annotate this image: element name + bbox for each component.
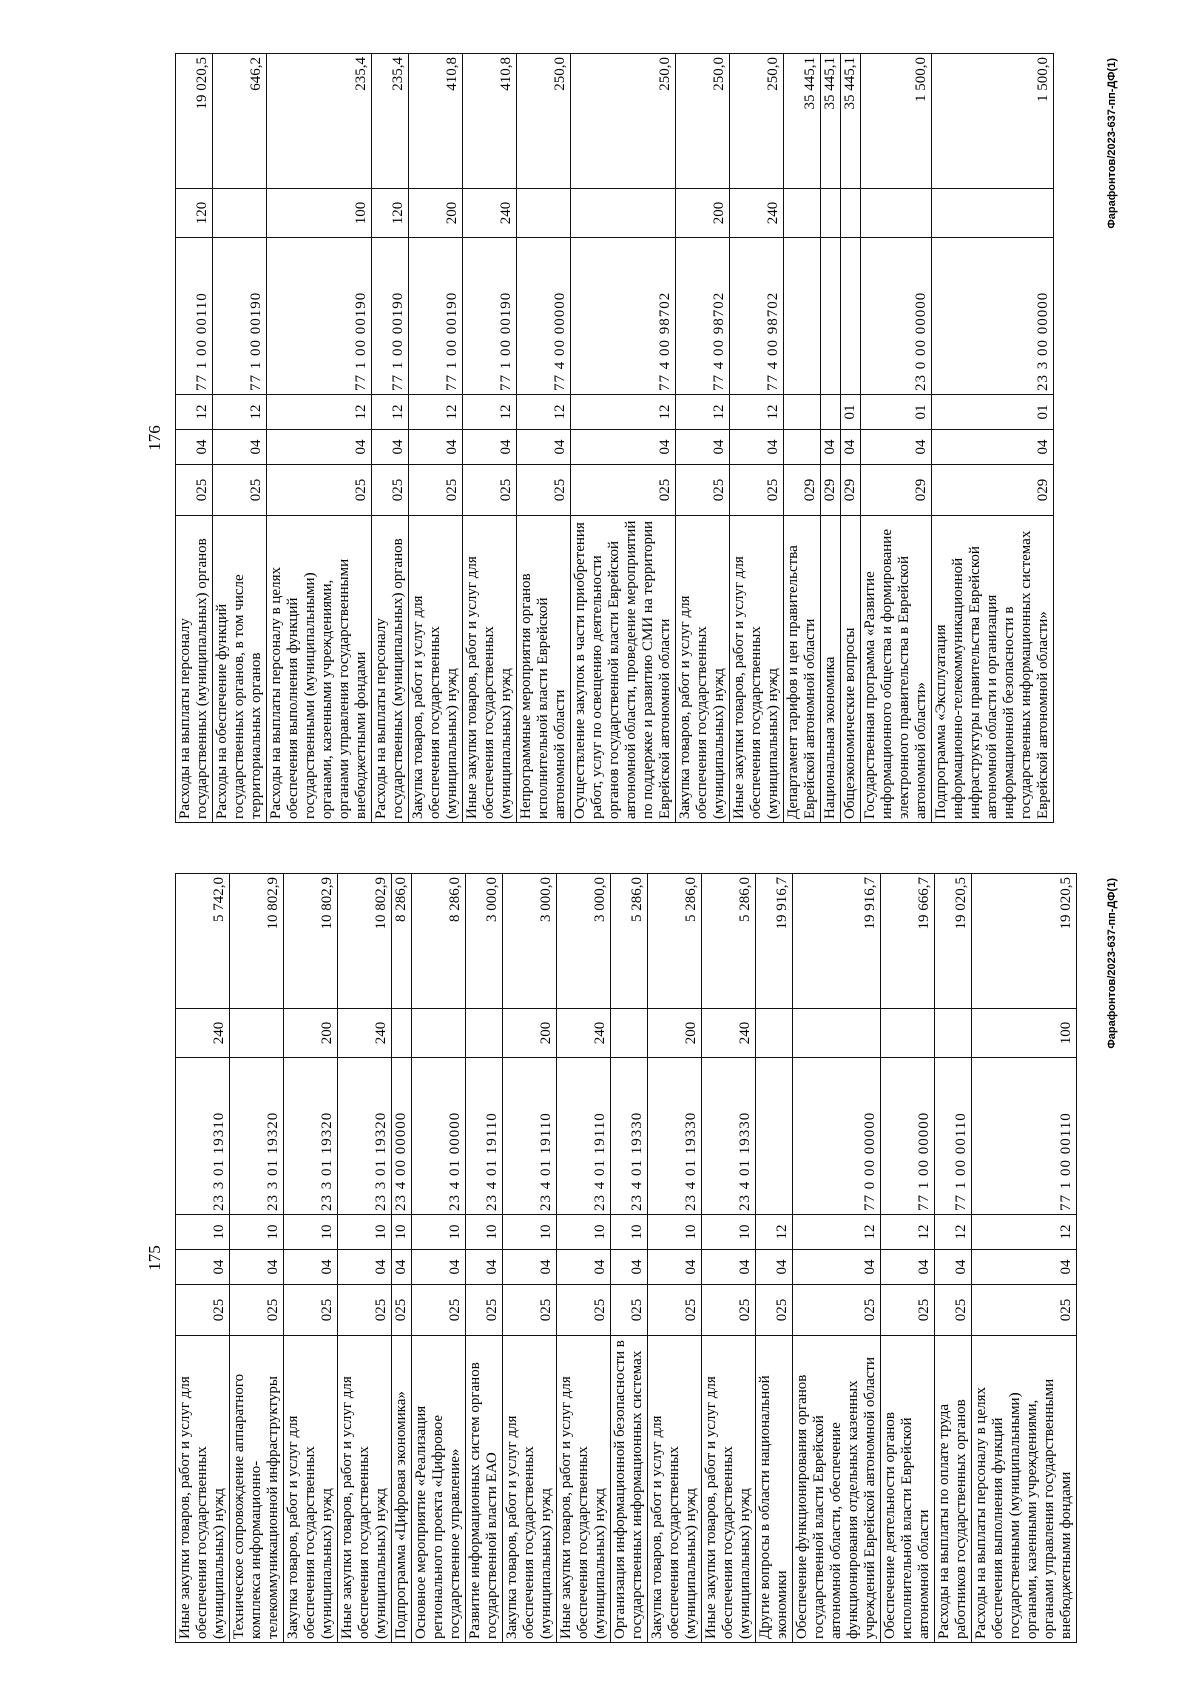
row-grbs: 029 bbox=[784, 465, 821, 516]
row-target-code: 77 1 00 00190 bbox=[463, 238, 517, 395]
row-expense-type: 200 bbox=[284, 1009, 338, 1058]
row-grbs: 025 bbox=[409, 465, 463, 516]
table-row bbox=[176, 874, 230, 1643]
row-amount: 1 500,0 bbox=[861, 54, 932, 189]
table-row bbox=[176, 54, 213, 823]
row-target-code bbox=[756, 1058, 793, 1215]
row-name: Закупка товаров, работ и услуг для обеспечения государственных (муниципальных) нужд bbox=[409, 516, 463, 823]
row-grbs: 025 bbox=[230, 1285, 284, 1336]
row-target-code: 23 4 01 19330 bbox=[611, 1058, 648, 1215]
row-grbs: 025 bbox=[756, 1285, 793, 1336]
table-row bbox=[841, 54, 861, 823]
row-target-code bbox=[784, 238, 821, 395]
row-expense-type bbox=[230, 1009, 284, 1058]
table-row bbox=[412, 874, 466, 1643]
row-subsection: 12 bbox=[881, 1215, 935, 1250]
row-subsection: 01 bbox=[861, 395, 932, 430]
row-grbs: 025 bbox=[571, 465, 676, 516]
budget-table bbox=[175, 873, 1077, 1643]
table-row bbox=[230, 874, 284, 1643]
row-grbs: 025 bbox=[176, 465, 213, 516]
row-grbs: 025 bbox=[338, 1285, 392, 1336]
page-176 bbox=[70, 38, 1130, 838]
row-amount: 5 286,0 bbox=[702, 874, 756, 1009]
row-target-code: 23 4 01 19330 bbox=[702, 1058, 756, 1215]
row-section: 04 bbox=[392, 1250, 412, 1285]
row-target-code: 23 4 01 00000 bbox=[412, 1058, 466, 1215]
row-target-code: 23 3 00 00000 bbox=[932, 238, 1054, 395]
row-section: 04 bbox=[409, 430, 463, 465]
table-row bbox=[972, 874, 1077, 1643]
row-name: Государственная программа «Развитие информационного общества и формирование электронного правительства в Еврейской автономной области» bbox=[861, 516, 932, 823]
row-grbs: 025 bbox=[676, 465, 730, 516]
table-row bbox=[935, 874, 972, 1643]
row-amount: 19 020,5 bbox=[972, 874, 1077, 1009]
row-expense-type: 100 bbox=[267, 189, 372, 238]
row-amount: 250,0 bbox=[517, 54, 571, 189]
table-row bbox=[676, 54, 730, 823]
row-amount: 35 445,1 bbox=[784, 54, 821, 189]
row-name: Расходы на выплаты персоналу государственных (муниципальных) органов bbox=[372, 516, 409, 823]
row-target-code: 23 0 00 00000 bbox=[861, 238, 932, 395]
row-expense-type bbox=[756, 1009, 793, 1058]
table-row bbox=[702, 874, 756, 1643]
row-amount: 235,4 bbox=[372, 54, 409, 189]
row-name: Закупка товаров, работ и услуг для обеспечения государственных (муниципальных) нужд bbox=[676, 516, 730, 823]
row-grbs: 025 bbox=[176, 1285, 230, 1336]
row-subsection: 10 bbox=[702, 1215, 756, 1250]
row-name: Обеспечение деятельности органов исполнительной власти Еврейской автономной области bbox=[881, 1336, 935, 1643]
table-row bbox=[557, 874, 611, 1643]
row-section: 04 bbox=[372, 430, 409, 465]
row-grbs: 025 bbox=[881, 1285, 935, 1336]
row-subsection: 12 bbox=[972, 1215, 1077, 1250]
row-target-code: 77 1 00 00190 bbox=[372, 238, 409, 395]
table-row bbox=[409, 54, 463, 823]
row-grbs: 029 bbox=[841, 465, 861, 516]
row-name: Иные закупки товаров, работ и услуг для обеспечения государственных (муниципальных) нужд bbox=[463, 516, 517, 823]
row-section: 04 bbox=[466, 1250, 503, 1285]
row-subsection: 12 bbox=[935, 1215, 972, 1250]
footer-code: Фарафонтов/2023-637-пп-ДФ(1) bbox=[1106, 58, 1118, 229]
row-subsection: 10 bbox=[412, 1215, 466, 1250]
row-subsection: 12 bbox=[756, 1215, 793, 1250]
row-name: Развитие информационных систем органов государственной власти ЕАО bbox=[466, 1336, 503, 1643]
row-subsection: 12 bbox=[571, 395, 676, 430]
row-section: 04 bbox=[503, 1250, 557, 1285]
row-expense-type bbox=[392, 1009, 412, 1058]
row-section: 04 bbox=[932, 430, 1054, 465]
row-expense-type bbox=[881, 1009, 935, 1058]
row-subsection: 01 bbox=[841, 395, 861, 430]
row-section: 04 bbox=[881, 1250, 935, 1285]
row-expense-type bbox=[611, 1009, 648, 1058]
row-name: Подпрограмма «Эксплуатация информационно-телекоммуникационной инфраструктуры правительства Еврейской автономной области и организация информационной безопасности в государственных информационных системах Еврейской автономной области» bbox=[932, 516, 1054, 823]
page-175 bbox=[70, 858, 1130, 1658]
row-amount: 3 000,0 bbox=[557, 874, 611, 1009]
row-amount: 35 445,1 bbox=[821, 54, 841, 189]
row-grbs: 025 bbox=[412, 1285, 466, 1336]
table-row bbox=[861, 54, 932, 823]
row-target-code: 77 1 00 00110 bbox=[935, 1058, 972, 1215]
row-amount: 5 286,0 bbox=[648, 874, 702, 1009]
page-number: 176 bbox=[145, 425, 164, 451]
row-grbs: 025 bbox=[213, 465, 267, 516]
row-expense-type: 200 bbox=[409, 189, 463, 238]
row-section bbox=[784, 430, 821, 465]
row-expense-type: 240 bbox=[176, 1009, 230, 1058]
table-row bbox=[730, 54, 784, 823]
row-grbs: 025 bbox=[702, 1285, 756, 1336]
row-name: Национальная экономика bbox=[821, 516, 841, 823]
row-subsection: 12 bbox=[463, 395, 517, 430]
row-section: 04 bbox=[176, 1250, 230, 1285]
row-expense-type: 240 bbox=[730, 189, 784, 238]
row-expense-type bbox=[213, 189, 267, 238]
row-name: Основное мероприятие «Реализация регионального проекта «Цифровое государственное управление» bbox=[412, 1336, 466, 1643]
row-name: Подпрограмма «Цифровая экономика» bbox=[392, 1336, 412, 1643]
row-section: 04 bbox=[284, 1250, 338, 1285]
row-expense-type: 200 bbox=[648, 1009, 702, 1058]
row-expense-type: 240 bbox=[557, 1009, 611, 1058]
table-row bbox=[372, 54, 409, 823]
row-amount: 8 286,0 bbox=[412, 874, 466, 1009]
table-row bbox=[571, 54, 676, 823]
row-amount: 235,4 bbox=[267, 54, 372, 189]
row-expense-type bbox=[571, 189, 676, 238]
row-target-code: 23 4 00 00000 bbox=[392, 1058, 412, 1215]
row-expense-type bbox=[861, 189, 932, 238]
row-section: 04 bbox=[702, 1250, 756, 1285]
table-row bbox=[784, 54, 821, 823]
table-row bbox=[213, 54, 267, 823]
row-subsection: 10 bbox=[611, 1215, 648, 1250]
table-row bbox=[821, 54, 841, 823]
row-amount: 646,2 bbox=[213, 54, 267, 189]
row-subsection: 12 bbox=[517, 395, 571, 430]
row-grbs: 025 bbox=[267, 465, 372, 516]
row-amount: 10 802,9 bbox=[338, 874, 392, 1009]
row-amount: 5 286,0 bbox=[611, 874, 648, 1009]
row-subsection: 12 bbox=[409, 395, 463, 430]
row-grbs: 025 bbox=[648, 1285, 702, 1336]
row-amount: 19 020,5 bbox=[935, 874, 972, 1009]
row-name: Департамент тарифов и цен правительства Еврейской автономной области bbox=[784, 516, 821, 823]
row-target-code: 77 1 00 00110 bbox=[176, 238, 213, 395]
row-name: Закупка товаров, работ и услуг для обеспечения государственных (муниципальных) нужд bbox=[284, 1336, 338, 1643]
table-row bbox=[611, 874, 648, 1643]
row-expense-type: 200 bbox=[503, 1009, 557, 1058]
row-subsection: 12 bbox=[676, 395, 730, 430]
table-row bbox=[267, 54, 372, 823]
budget-table bbox=[175, 53, 1054, 823]
row-name: Обеспечение функционирования органов государственной власти Еврейской автономной области, обеспечение функционирования отдельных казенных учреждений Еврейской автономной области bbox=[793, 1336, 881, 1643]
row-subsection: 10 bbox=[230, 1215, 284, 1250]
table-row bbox=[932, 54, 1054, 823]
row-subsection: 12 bbox=[372, 395, 409, 430]
row-target-code: 23 3 01 19320 bbox=[284, 1058, 338, 1215]
row-amount: 3 000,0 bbox=[503, 874, 557, 1009]
row-section: 04 bbox=[176, 430, 213, 465]
row-section: 04 bbox=[571, 430, 676, 465]
row-amount: 5 742,0 bbox=[176, 874, 230, 1009]
row-expense-type: 240 bbox=[463, 189, 517, 238]
row-section: 04 bbox=[676, 430, 730, 465]
rotated-spread bbox=[70, 38, 1130, 1658]
row-grbs: 029 bbox=[932, 465, 1054, 516]
row-target-code: 77 4 00 98702 bbox=[730, 238, 784, 395]
row-expense-type: 240 bbox=[338, 1009, 392, 1058]
row-name: Закупка товаров, работ и услуг для обеспечения государственных (муниципальных) нужд bbox=[503, 1336, 557, 1643]
row-grbs: 025 bbox=[935, 1285, 972, 1336]
row-subsection: 10 bbox=[176, 1215, 230, 1250]
row-amount: 410,8 bbox=[463, 54, 517, 189]
row-subsection: 10 bbox=[392, 1215, 412, 1250]
row-target-code: 23 4 01 19110 bbox=[466, 1058, 503, 1215]
row-expense-type bbox=[821, 189, 841, 238]
row-section: 04 bbox=[517, 430, 571, 465]
row-target-code: 77 4 00 00000 bbox=[517, 238, 571, 395]
row-target-code: 77 1 00 00190 bbox=[213, 238, 267, 395]
row-amount: 19 666,7 bbox=[881, 874, 935, 1009]
row-amount: 250,0 bbox=[571, 54, 676, 189]
row-subsection bbox=[821, 395, 841, 430]
row-subsection: 12 bbox=[730, 395, 784, 430]
table-row bbox=[503, 874, 557, 1643]
row-section: 04 bbox=[557, 1250, 611, 1285]
row-subsection: 12 bbox=[176, 395, 213, 430]
row-target-code bbox=[821, 238, 841, 395]
row-section: 04 bbox=[611, 1250, 648, 1285]
row-name: Организация информационной безопасности в государственных информационных системах bbox=[611, 1336, 648, 1643]
row-name: Расходы на выплаты персоналу государственных (муниципальных) органов bbox=[176, 516, 213, 823]
row-section: 04 bbox=[338, 1250, 392, 1285]
row-expense-type bbox=[784, 189, 821, 238]
row-expense-type: 200 bbox=[676, 189, 730, 238]
row-section: 04 bbox=[793, 1250, 881, 1285]
footer-code: Фарафонтов/2023-637-пп-ДФ(1) bbox=[1106, 878, 1118, 1049]
row-expense-type bbox=[935, 1009, 972, 1058]
row-name: Закупка товаров, работ и услуг для обеспечения государственных (муниципальных) нужд bbox=[648, 1336, 702, 1643]
table-row bbox=[756, 874, 793, 1643]
row-grbs: 029 bbox=[821, 465, 841, 516]
row-amount: 10 802,9 bbox=[284, 874, 338, 1009]
row-subsection: 12 bbox=[793, 1215, 881, 1250]
row-name: Общеэкономические вопросы bbox=[841, 516, 861, 823]
row-section: 04 bbox=[230, 1250, 284, 1285]
row-section: 04 bbox=[861, 430, 932, 465]
row-target-code: 77 1 00 00000 bbox=[881, 1058, 935, 1215]
row-target-code: 23 3 01 19320 bbox=[338, 1058, 392, 1215]
row-name: Техническое сопровождение аппаратного комплекса информационно-телекоммуникационной инфраструктуры bbox=[230, 1336, 284, 1643]
row-expense-type: 240 bbox=[702, 1009, 756, 1058]
row-grbs: 025 bbox=[972, 1285, 1077, 1336]
row-amount: 250,0 bbox=[730, 54, 784, 189]
row-target-code bbox=[841, 238, 861, 395]
row-amount: 19 916,7 bbox=[756, 874, 793, 1009]
row-expense-type bbox=[466, 1009, 503, 1058]
row-grbs: 025 bbox=[372, 465, 409, 516]
row-section: 04 bbox=[463, 430, 517, 465]
table-row bbox=[648, 874, 702, 1643]
row-subsection: 10 bbox=[338, 1215, 392, 1250]
row-name: Другие вопросы в области национальной экономики bbox=[756, 1336, 793, 1643]
row-name: Иные закупки товаров, работ и услуг для обеспечения государственных (муниципальных) нужд bbox=[557, 1336, 611, 1643]
row-subsection: 10 bbox=[648, 1215, 702, 1250]
row-section: 04 bbox=[412, 1250, 466, 1285]
row-subsection: 10 bbox=[284, 1215, 338, 1250]
row-grbs: 025 bbox=[557, 1285, 611, 1336]
row-target-code: 77 0 00 00000 bbox=[793, 1058, 881, 1215]
table-row bbox=[517, 54, 571, 823]
row-section: 04 bbox=[841, 430, 861, 465]
row-target-code: 23 3 01 19310 bbox=[176, 1058, 230, 1215]
row-subsection: 10 bbox=[557, 1215, 611, 1250]
row-target-code: 77 1 00 00190 bbox=[409, 238, 463, 395]
row-name: Расходы на обеспечение функций государственных органов, в том числе территориальных органов bbox=[213, 516, 267, 823]
row-section: 04 bbox=[972, 1250, 1077, 1285]
row-subsection: 12 bbox=[213, 395, 267, 430]
row-subsection bbox=[784, 395, 821, 430]
row-expense-type bbox=[412, 1009, 466, 1058]
row-subsection: 01 bbox=[932, 395, 1054, 430]
row-grbs: 025 bbox=[466, 1285, 503, 1336]
row-section: 04 bbox=[213, 430, 267, 465]
row-grbs: 029 bbox=[861, 465, 932, 516]
row-name: Расходы на выплаты персоналу в целях обеспечения выполнения функций государственными (муниципальными) органами, казенными учреждениями, органами управления государственными внебюджетными фондами bbox=[267, 516, 372, 823]
row-grbs: 025 bbox=[463, 465, 517, 516]
row-section: 04 bbox=[821, 430, 841, 465]
budget-table-body bbox=[176, 54, 1054, 823]
row-amount: 19 916,7 bbox=[793, 874, 881, 1009]
row-target-code: 23 4 01 19330 bbox=[648, 1058, 702, 1215]
row-name: Иные закупки товаров, работ и услуг для обеспечения государственных (муниципальных) нужд bbox=[176, 1336, 230, 1643]
row-section: 04 bbox=[730, 430, 784, 465]
page-number: 175 bbox=[145, 1245, 164, 1271]
row-name: Осуществление закупок в части приобретения работ, услуг по освещению деятельности органов государственной власти Еврейской автономной области, проведение мероприятий по поддержке и развитию СМИ на территории Еврейской автономной области bbox=[571, 516, 676, 823]
row-expense-type bbox=[793, 1009, 881, 1058]
row-name: Иные закупки товаров, работ и услуг для обеспечения государственных (муниципальных) нужд bbox=[730, 516, 784, 823]
row-amount: 250,0 bbox=[676, 54, 730, 189]
row-grbs: 025 bbox=[517, 465, 571, 516]
row-subsection: 10 bbox=[503, 1215, 557, 1250]
row-target-code: 23 3 01 19320 bbox=[230, 1058, 284, 1215]
row-name: Непрограммные мероприятия органов исполнительной власти Еврейской автономной области bbox=[517, 516, 571, 823]
row-expense-type: 120 bbox=[372, 189, 409, 238]
row-expense-type bbox=[932, 189, 1054, 238]
row-grbs: 025 bbox=[793, 1285, 881, 1336]
row-grbs: 025 bbox=[503, 1285, 557, 1336]
row-amount: 8 286,0 bbox=[392, 874, 412, 1009]
row-grbs: 025 bbox=[392, 1285, 412, 1336]
row-amount: 410,8 bbox=[409, 54, 463, 189]
row-amount: 3 000,0 bbox=[466, 874, 503, 1009]
row-amount: 1 500,0 bbox=[932, 54, 1054, 189]
row-name: Иные закупки товаров, работ и услуг для обеспечения государственных (муниципальных) нужд bbox=[338, 1336, 392, 1643]
row-section: 04 bbox=[756, 1250, 793, 1285]
table-row bbox=[338, 874, 392, 1643]
table-row bbox=[392, 874, 412, 1643]
row-name: Расходы на выплаты по оплате труда работников государственных органов bbox=[935, 1336, 972, 1643]
table-row bbox=[284, 874, 338, 1643]
row-amount: 35 445,1 bbox=[841, 54, 861, 189]
row-expense-type: 120 bbox=[176, 189, 213, 238]
row-target-code: 77 4 00 98702 bbox=[676, 238, 730, 395]
row-expense-type bbox=[841, 189, 861, 238]
row-name: Расходы на выплаты персоналу в целях обеспечения выполнения функций государственными (муниципальными) органами, казенными учреждениями, органами управления государственными внебюджетными фондами bbox=[972, 1336, 1077, 1643]
table-row bbox=[793, 874, 881, 1643]
row-amount: 10 802,9 bbox=[230, 874, 284, 1009]
row-target-code: 77 1 00 00110 bbox=[972, 1058, 1077, 1215]
row-subsection: 12 bbox=[267, 395, 372, 430]
row-expense-type bbox=[517, 189, 571, 238]
row-section: 04 bbox=[648, 1250, 702, 1285]
row-target-code: 77 4 00 98702 bbox=[571, 238, 676, 395]
row-section: 04 bbox=[935, 1250, 972, 1285]
table-row bbox=[466, 874, 503, 1643]
row-amount: 19 020,5 bbox=[176, 54, 213, 189]
row-target-code: 77 1 00 00190 bbox=[267, 238, 372, 395]
row-grbs: 025 bbox=[284, 1285, 338, 1336]
row-name: Иные закупки товаров, работ и услуг для обеспечения государственных (муниципальных) нужд bbox=[702, 1336, 756, 1643]
table-row bbox=[881, 874, 935, 1643]
budget-table-body bbox=[176, 874, 1077, 1643]
row-grbs: 025 bbox=[730, 465, 784, 516]
row-section: 04 bbox=[267, 430, 372, 465]
table-row bbox=[463, 54, 517, 823]
row-subsection: 10 bbox=[466, 1215, 503, 1250]
row-expense-type: 100 bbox=[972, 1009, 1077, 1058]
row-grbs: 025 bbox=[611, 1285, 648, 1336]
row-target-code: 23 4 01 19110 bbox=[503, 1058, 557, 1215]
row-target-code: 23 4 01 19110 bbox=[557, 1058, 611, 1215]
